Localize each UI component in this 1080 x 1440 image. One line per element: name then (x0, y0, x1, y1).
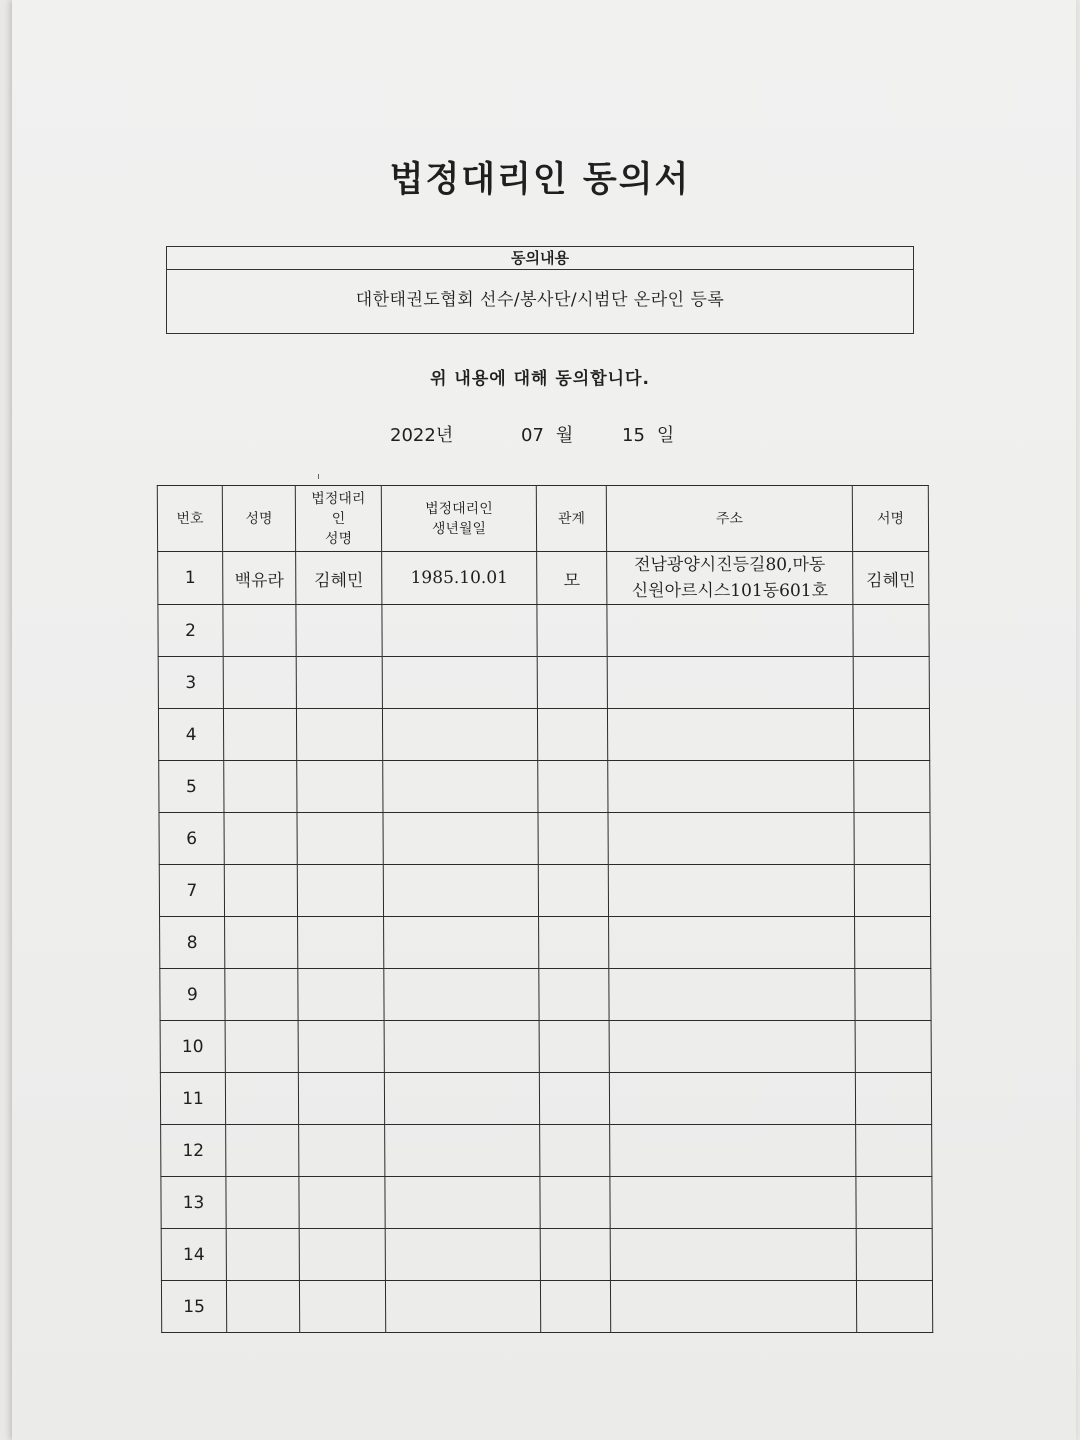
row-guardian-dob (385, 1281, 540, 1333)
row-name (226, 1229, 299, 1281)
row-relation (540, 1177, 610, 1229)
row-address (610, 1281, 856, 1333)
header-no: 번호 (157, 486, 222, 552)
row-guardian-dob: 1985.10.01 (382, 552, 537, 605)
row-signature (855, 917, 931, 969)
row-no: 4 (158, 709, 223, 761)
row-signature (855, 969, 931, 1021)
row-guardian-name (299, 1229, 385, 1281)
row-guardian-dob (384, 917, 539, 969)
row-address (607, 657, 853, 709)
document-title: 법정대리인 동의서 (389, 160, 691, 200)
row-relation (539, 1073, 609, 1125)
consent-heading: 동의내용 (167, 247, 913, 270)
header-guardian-name-line3: 성명 (324, 530, 353, 547)
row-guardian-dob (383, 761, 538, 813)
row-relation (538, 761, 608, 813)
row-signature (853, 605, 929, 657)
row-address (610, 1125, 856, 1177)
row-guardian-name (298, 1021, 384, 1073)
row-name (225, 917, 298, 969)
date-year (390, 421, 453, 447)
row-no: 14 (161, 1229, 226, 1281)
table-row (160, 969, 931, 1021)
row-relation (539, 917, 609, 969)
row-relation (537, 709, 607, 761)
row-relation (540, 1125, 610, 1177)
row-name (226, 1177, 299, 1229)
row-guardian-dob (383, 813, 538, 865)
row-guardian-dob (385, 1177, 540, 1229)
row-no: 5 (159, 761, 224, 813)
row-signature (856, 1281, 932, 1333)
row-no: 12 (161, 1125, 226, 1177)
row-address (610, 1229, 856, 1281)
header-relation: 관계 (536, 486, 606, 552)
row-guardian-name: 김혜민 (296, 552, 382, 605)
row-signature (856, 1177, 932, 1229)
row-guardian-dob (382, 605, 537, 657)
row-signature (853, 657, 929, 709)
row-relation (537, 605, 607, 657)
row-no: 15 (161, 1281, 226, 1333)
row-no: 8 (160, 917, 225, 969)
header-guardian-name-line2: 인 (331, 510, 346, 527)
date-year-value: 2022 (390, 425, 436, 446)
row-no: 7 (159, 865, 224, 917)
row-address (608, 865, 854, 917)
header-address: 주소 (606, 486, 852, 552)
row-guardian-dob (385, 1125, 540, 1177)
row-address (607, 605, 853, 657)
row-address (610, 1177, 856, 1229)
row-address (607, 709, 853, 761)
date-day (622, 421, 674, 447)
row-signature (854, 865, 930, 917)
header-signature: 서명 (852, 486, 928, 552)
row-name (226, 1125, 299, 1177)
row-relation (538, 813, 608, 865)
table-header-row (157, 486, 928, 552)
row-guardian-name (298, 1073, 384, 1125)
row-name (225, 1021, 298, 1073)
row-name (224, 865, 297, 917)
row-name (223, 605, 296, 657)
table-row (161, 1281, 932, 1333)
row-relation (539, 969, 609, 1021)
header-guardian-dob-line2: 생년월일 (431, 520, 487, 537)
row-guardian-name (296, 605, 382, 657)
row-relation (539, 1021, 609, 1073)
table-row (161, 1229, 932, 1281)
table-row (159, 761, 930, 813)
row-guardian-name (297, 865, 383, 917)
row-signature (853, 709, 929, 761)
row-name (225, 1073, 298, 1125)
date-month-unit: 월 (555, 425, 574, 446)
row-guardian-name (299, 1281, 385, 1333)
table-row (161, 1125, 932, 1177)
table-row (159, 865, 930, 917)
row-signature (855, 1021, 931, 1073)
row-no: 6 (159, 813, 224, 865)
row-signature (855, 1073, 931, 1125)
table-row (159, 813, 930, 865)
row-guardian-name (298, 969, 384, 1021)
row-guardian-dob (382, 657, 537, 709)
row-signature (856, 1125, 932, 1177)
row-name (224, 761, 297, 813)
row-no: 11 (160, 1073, 225, 1125)
row-guardian-dob (384, 969, 539, 1021)
header-guardian-dob-line1: 법정대리인 (425, 500, 493, 517)
row-relation (540, 1229, 610, 1281)
guardian-roster-table (157, 485, 933, 1333)
row-address (609, 917, 855, 969)
row-guardian-name (296, 657, 382, 709)
row-guardian-name (299, 1125, 385, 1177)
row-name (224, 813, 297, 865)
date-day-unit: 일 (656, 425, 675, 446)
table-row (161, 1177, 932, 1229)
row-relation: 모 (537, 552, 607, 605)
row-address-line1: 전남광양시진등길80,마동 (634, 555, 826, 575)
row-name (223, 709, 296, 761)
table-row (160, 917, 931, 969)
row-no: 3 (158, 657, 223, 709)
row-no: 2 (158, 605, 223, 657)
row-name (223, 657, 296, 709)
row-relation (540, 1281, 610, 1333)
row-address (608, 761, 854, 813)
date-month (521, 421, 573, 447)
row-guardian-dob (384, 1073, 539, 1125)
row-no: 9 (160, 969, 225, 1021)
row-relation (538, 865, 608, 917)
table-row (158, 709, 929, 761)
table-row (158, 552, 929, 605)
header-guardian-dob (381, 486, 536, 552)
row-address (607, 552, 853, 605)
row-signature (856, 1229, 932, 1281)
agreement-statement: 위 내용에 대해 동의합니다. (430, 369, 650, 389)
row-no: 1 (158, 552, 223, 605)
row-guardian-name (296, 709, 382, 761)
row-signature (854, 761, 930, 813)
consent-box (166, 246, 914, 334)
row-signature: 김혜민 (853, 552, 929, 605)
row-guardian-name (298, 917, 384, 969)
row-guardian-dob (385, 1229, 540, 1281)
row-guardian-dob (384, 1021, 539, 1073)
row-no: 10 (160, 1021, 225, 1073)
row-address (609, 1073, 855, 1125)
row-guardian-name (297, 761, 383, 813)
table-row (158, 657, 929, 709)
row-guardian-name (299, 1177, 385, 1229)
row-signature (854, 813, 930, 865)
row-name (225, 969, 298, 1021)
stray-mark (318, 474, 319, 479)
row-relation (537, 657, 607, 709)
table-row (160, 1021, 931, 1073)
row-name (226, 1281, 299, 1333)
header-guardian-name (295, 486, 381, 552)
date-day-value: 15 (622, 425, 645, 446)
row-address-line2: 신원아르시스101동601호 (631, 581, 829, 601)
date-year-unit: 년 (435, 425, 454, 446)
row-address (609, 969, 855, 1021)
table-row (158, 605, 929, 657)
date-month-value: 07 (521, 425, 544, 446)
header-guardian-name-line1: 법정대리 (311, 490, 366, 507)
row-address (609, 1021, 855, 1073)
row-guardian-dob (383, 865, 538, 917)
table-row (160, 1073, 931, 1125)
row-address (608, 813, 854, 865)
row-name: 백유라 (223, 552, 296, 605)
row-no: 13 (161, 1177, 226, 1229)
row-guardian-dob (382, 709, 537, 761)
consent-content: 대한태권도협회 선수/봉사단/시범단 온라인 등록 (355, 290, 725, 310)
header-name: 성명 (222, 486, 295, 552)
row-guardian-name (297, 813, 383, 865)
